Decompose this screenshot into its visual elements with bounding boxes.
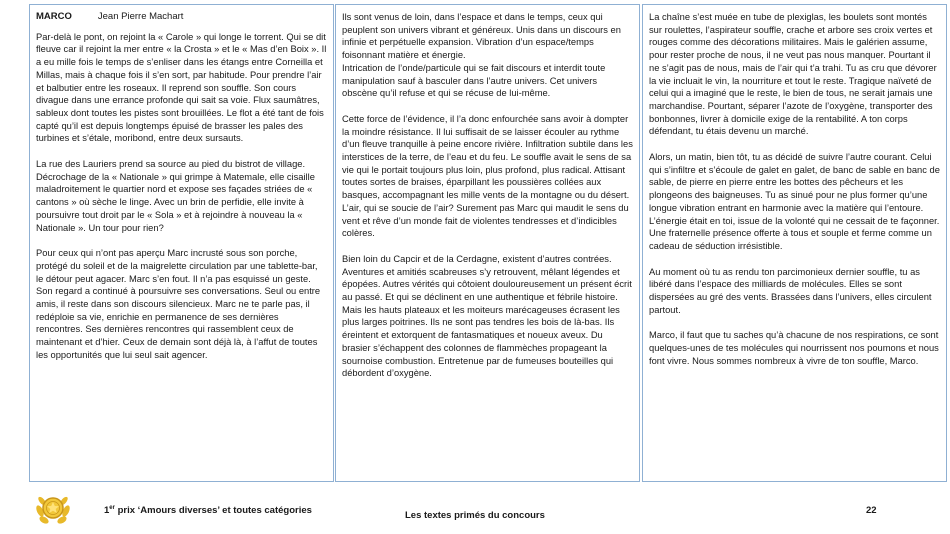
paragraph: Bien loin du Capcir et de la Cerdagne, existent d’autres contrées. Aventures et amitiés scabreuses s’y retrouvent, mêlant légendes et épopées. Autres vérités qui côtoient douloureusement un présent écrit au passé. Et qui se déclinent en une authentique et fébrile histoire. Mais les hauts plateaux et les moiteurs marécageuses écrasent les plus larges poitrines. Ils ne sont pas tendres les bois de là-bas. Ils éreintent et extorquent de fantasmatiques et noueux aveux. Du brasier s’échappent des colonnes de flammèches propageant la sournoise combustion. Entretenue par de fumeuses bouteilles qui débordent d’oxygène. [342, 253, 632, 379]
gold-medal-icon [34, 487, 72, 529]
prize-text: prix ‘Amours diverses’ et toutes catégories [114, 505, 312, 516]
text-title: MARCO [36, 11, 72, 22]
prize-number: 1 [104, 505, 110, 516]
footer-title: Les textes primés du concours [405, 510, 545, 521]
paragraph: Au moment où tu as rendu ton parcimonieux dernier souffle, tu as libéré dans l’espace des milliards de molécules. Elles se sont dispersées au gré des vents. Brassées dans l’univers, elles circulent partout. [649, 266, 932, 315]
paragraph: Cette force de l’évidence, il l’a donc enfourchée sans avoir à dompter la moindre résistance. Il lui suffisait de se laisser écouler au rythme d’un fleuve tranquille à peine encore rivière. Infiltration subtile dans les interstices de la terre, de l’eau et du feu. Le souffle avait le sens de sa vie qui le portait toujours plus loin, plus profond, plus radical. Attisant toutes sortes de braises, éparpillant les poussières collées aux basques, accompagnant les mille vents de la montagne ou du désert. L’air, qui se soucie de l’air? Surement pas Marc qui maudit le sens du vent et rêve d’un monde fait de violentes tendresses et d’indicibles colères. [342, 113, 633, 239]
paragraph: Ils sont venus de loin, dans l’espace et dans le temps, ceux qui peuplent son univers vibrant et généreux. Unis dans un discours en infinie et perpétuelle expansion. Vibration d’un espace/temps foisonnant matière et énergie. Intrication de l’onde/particule qui se fait discours et interdit toute manipulation sauf à basculer dans l’autre univers. Cet univers obscène qu’il refuse et qui se récuse de lui-même. [342, 12, 621, 99]
paragraph: Marco, il faut que tu saches qu’à chacune de nos respirations, ce sont quelques-unes de tes molécules qui nourrissent nos poumons et nous font vivre. Nous sommes nombreux à vivre de ton souffle, Marco. [649, 330, 939, 366]
paragraph: Pour ceux qui n’ont pas aperçu Marc incrusté sous son porche, protégé du soleil et de la maigrelette circulation par une tablette-bar, le détour peut agacer. Marc s’en fout. Il n’a pas esquissé un geste. Son regard a continué à poursuivre ses conversations. Seul ou entre amis, il reste dans son discours silencieux. Marc ne te parle pas, il redéploie sa vie, enrichie en permanence de ses dernières rencontres. Ses dernières rencontres qui rassemblent ceux de maintenant et d’hier. Ceux de demain sont déjà là, à l’affut de toutes les opportunités que lui seul sait agencer. [36, 248, 321, 360]
column-3 [642, 4, 947, 482]
author-name: Jean Pierre Machart [97, 11, 184, 22]
paragraph: Alors, un matin, bien tôt, tu as décidé de suivre l’autre courant. Celui qui s’infiltre et s’écoule de galet en galet, de banc de sable en banc de sable, de pierre en pierre entre les bottes des pêcheurs et les plongeons des baigneuses. Tu as sinué pour ne plus former qu’une longue vibration entrant en harmonie avec la matière qui l’entoure. L’énergie était en toi, issue de la volonté qui ne cessait de te façonner. Une fraternelle présence offerte à tous et souple et ferme comme un cadeau de séduction irrésistible. [649, 152, 940, 251]
page-number: 22 [866, 505, 877, 516]
prize-ordinal: er [109, 504, 115, 511]
column-2 [335, 4, 640, 482]
paragraph: La rue des Lauriers prend sa source au pied du bistrot de village. Décrochage de la « Nationale » qui grimpe à Matemale, elle cisaille maladroitement le quartier nord et expose ses façades striées de « cantons » où sèche le linge. Avec un brin de perfidie, elle invite à poursuivre tout droit par le « Sola » et à rejoindre à nouveau la « Nationale ». Un tour pour rien? [36, 159, 315, 233]
text-header [36, 11, 327, 24]
prize-label [104, 505, 312, 516]
paragraph: Par-delà le pont, on rejoint la « Carole » qui longe le torrent. Qui se dit fleuve car il rejoint la mer entre « la Crosta » et le « Mas d’en Boix ». Il a eu mille fois le temps de s’enliser dans les étangs entre Corneilla et Millas, mais à chaque fois il s’en sort, par habitude. Pour prendre l’air et balbutier entre les roseaux. Il reprend son souffle. Son cours divague dans une errance profonde qui sait sa voie. Flux saumâtres, sableux dont toutes les pistes sont brouillées. Le flot a été tant de fois capté qu’il est depuis longtemps épuisé de brasser les pales des turbines et s’étale, moribond, entre deux sursauts. [36, 31, 327, 144]
column-1 [29, 4, 334, 482]
paragraph: La chaîne s’est muée en tube de plexiglas, les boulets sont montés sur roulettes, l’aspirateur souffle, crache et arbore ses croix vertes et rouges comme des décorations militaires. Mais le galérien assume, pour rester proche de nous, il ne veut pas nous manquer. Pourtant il ne s’agit pas de nous, mais de l’air qui t’a trahi. Tu as cru que dévorer la vie incluait le vin, la nourriture et tout le reste. Tragique naïveté de celui qui a imaginé que le reste, le bien de tous, ne serait jamais une marchandise. Pourtant, séparer l’azote de l’oxygène, transporter des bonbonnes, livrer à domicile exige de la rentabilité. A ton corps défendant, tu étais devenu un marché. [649, 12, 937, 137]
